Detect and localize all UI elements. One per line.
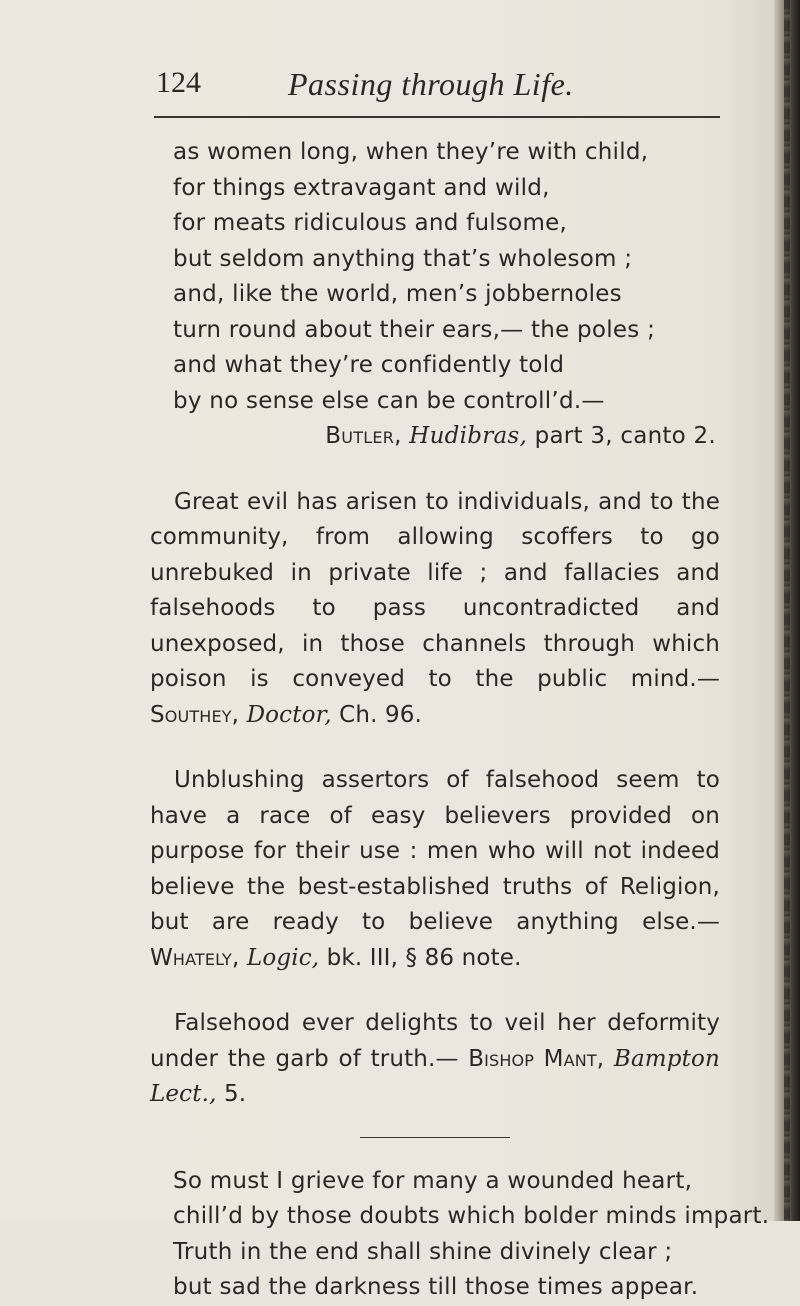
southey-quote [150, 485, 720, 734]
verse-line: Truth in the end shall shine divinely clear ; [173, 1238, 673, 1265]
quote-text: Great evil has arisen to individuals, and to the community, from allowing scoffers to go unrebuked in private life ; and fallacies and falsehoods to pass uncontradicted and unexposed, in those channels through which poison is conveyed to the public mind.— [150, 488, 720, 692]
quote-ref: 5. [216, 1081, 247, 1107]
quote-author: Whately, [150, 944, 240, 971]
verse-line: as women long, when they’re with child, [173, 139, 649, 165]
running-title: Passing through Life. [288, 66, 574, 102]
page-body [150, 135, 770, 1306]
mant-quote [150, 1006, 720, 1113]
quote-ref: Ch. 96. [331, 701, 423, 728]
quote-work: Doctor, [246, 701, 332, 728]
verse-line: turn round about their ears,— the poles ; [173, 316, 656, 343]
verse-line: and, like the world, men’s jobbernoles [173, 281, 622, 307]
verse-line: for meats ridiculous and fulsome, [173, 210, 568, 236]
verse-line: chill’d by those doubts which bolder minds impart. [173, 1203, 770, 1229]
verse-line: but seldom anything that’s wholesom ; [173, 245, 633, 272]
quote-work: Logic, [246, 944, 320, 971]
book-binding-edge [774, 0, 800, 1221]
whately-quote [150, 763, 720, 976]
quote-author: Southey, [150, 701, 240, 728]
verse-line: So must I grieve for many a wounded heart, [173, 1167, 693, 1194]
quote-text: Unblushing assertors of falsehood seem to have a race of easy believers provided on purpose for their use : men who will not indeed believe the best-established truths of Religion, but are ready to believe anything else.— [150, 767, 720, 935]
verse-line: for things extravagant and wild, [173, 174, 550, 201]
page-number: 124 [156, 66, 201, 99]
attribution-ref: part 3, canto 2. [527, 423, 716, 449]
attribution-author: Butler, [325, 423, 402, 449]
quote-text: Falsehood ever delights to veil her deformity under the garb of truth.— [150, 1010, 720, 1072]
verse-line: but sad the darkness till those times appear. [173, 1274, 699, 1300]
header-rule [154, 116, 720, 118]
page-stack-texture [784, 0, 790, 1221]
quote-work: Bampton Lect., [150, 1045, 720, 1107]
closing-verse [173, 1164, 770, 1306]
section-divider [360, 1137, 510, 1138]
verse-attribution [173, 419, 720, 455]
page-header [156, 66, 716, 106]
quote-ref: bk. III, § 86 note. [319, 944, 522, 971]
verse-line: by no sense else can be controll’d.— [173, 387, 605, 414]
hudibras-verse [173, 135, 720, 455]
attribution-work: Hudibras, [409, 423, 528, 449]
quote-author: Bishop Mant, [468, 1045, 605, 1072]
verse-line: and what they’re confidently told [173, 352, 565, 378]
